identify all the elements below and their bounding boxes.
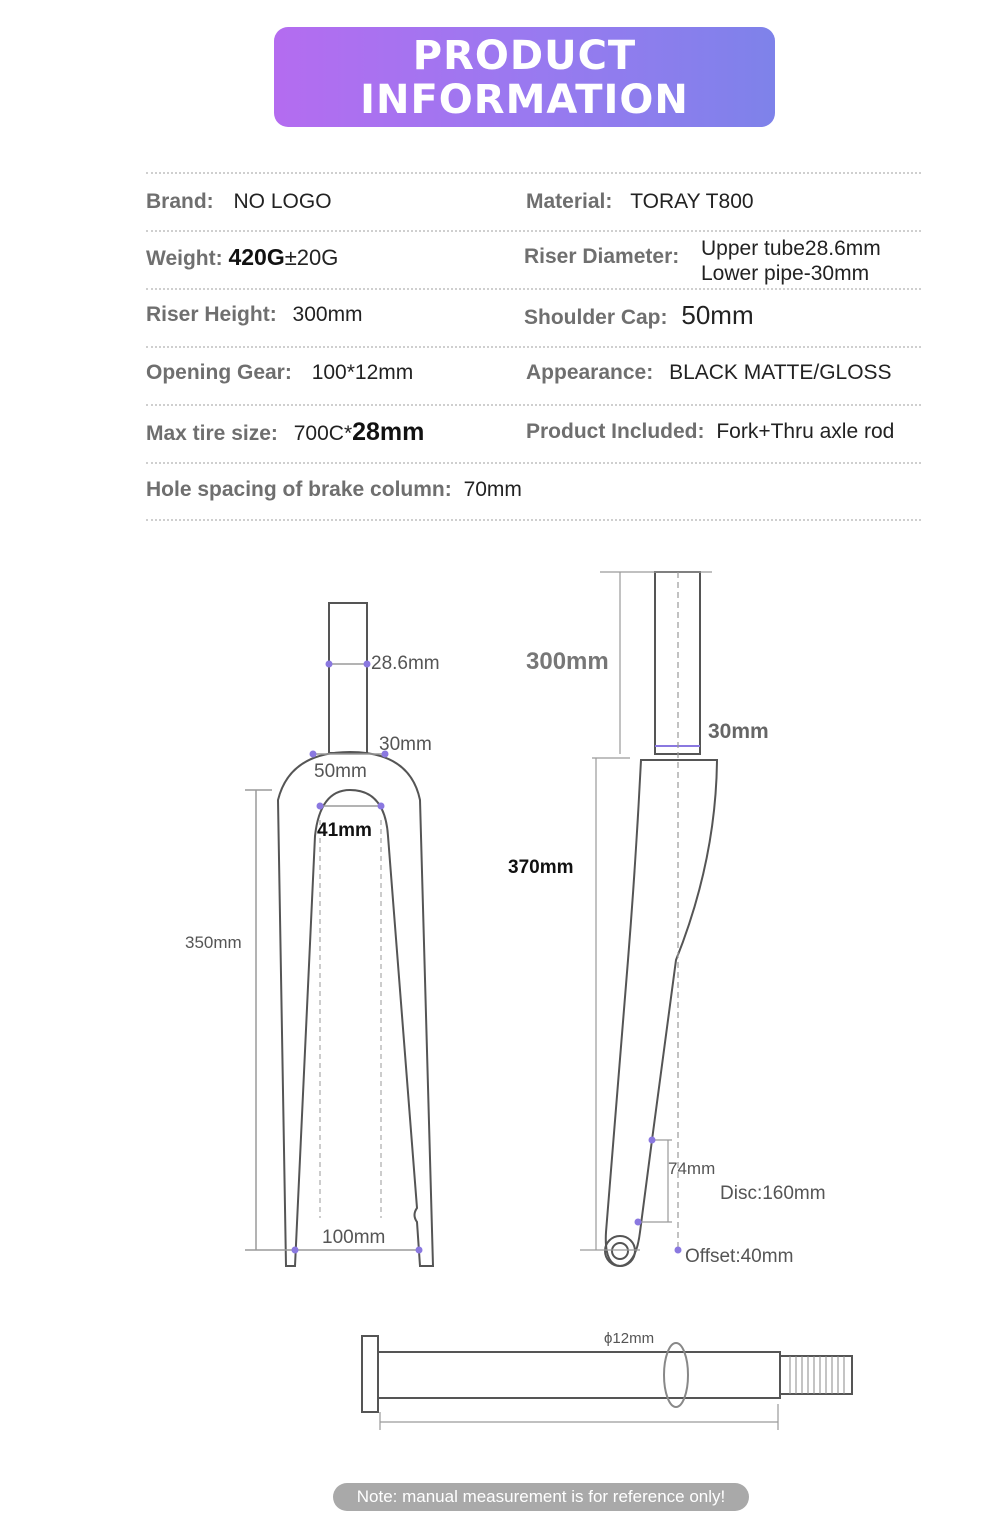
spec-label: Max tire size: xyxy=(146,422,278,445)
side-offset-label: Offset:40mm xyxy=(685,1246,794,1267)
axle-diameter-label: ϕ12mm xyxy=(604,1330,655,1347)
spec-value: 50mm xyxy=(681,300,754,330)
spec-value: 300mm xyxy=(292,303,363,326)
dim-point xyxy=(364,661,371,668)
axle-dropout-outer xyxy=(605,1236,635,1266)
spec-value: BLACK MATTE/GLOSS xyxy=(669,361,892,384)
spec-divider xyxy=(146,404,921,406)
spec-value: 100*12mm xyxy=(311,361,414,384)
dim-point xyxy=(292,1247,299,1254)
side-steerer-diameter-label: 30mm xyxy=(708,720,769,743)
spec-label: Brand: xyxy=(146,190,214,213)
side-disc-label: Disc:160mm xyxy=(720,1183,826,1204)
spec-value-prefix: 700C* xyxy=(293,422,353,445)
spec-label: Hole spacing of brake column: xyxy=(146,478,452,501)
banner-title-line1: PRODUCT xyxy=(412,33,637,79)
spec-value: Fork+Thru axle rod xyxy=(716,420,895,443)
front-steerer-tube xyxy=(329,603,367,753)
spec-divider xyxy=(146,519,921,521)
spec-label: Appearance: xyxy=(526,361,654,384)
spec-value: 28mm xyxy=(352,418,425,446)
spec-weight xyxy=(146,244,338,272)
banner-title-line2: INFORMATION xyxy=(360,77,689,123)
spec-riser-diameter xyxy=(524,244,679,270)
spec-max-tire xyxy=(146,419,424,447)
spec-appearance xyxy=(526,360,892,386)
measurement-note: Note: manual measurement is for reference only! xyxy=(333,1483,749,1511)
spec-label: Riser Height: xyxy=(146,303,277,326)
riser-diameter-values xyxy=(701,236,881,286)
side-fork-outline xyxy=(606,760,717,1266)
dim-point xyxy=(675,1247,682,1254)
axle-shaft xyxy=(378,1352,780,1398)
spec-value: Lower pipe-30mm xyxy=(701,262,870,285)
spec-product-included xyxy=(526,419,894,445)
dim-point xyxy=(416,1247,423,1254)
spec-label: Opening Gear: xyxy=(146,361,292,384)
side-fork-length-label: 370mm xyxy=(508,857,574,878)
spec-divider xyxy=(146,172,921,174)
spec-label: Weight: xyxy=(146,247,223,270)
dim-point xyxy=(310,751,317,758)
front-arch-width-label: 41mm xyxy=(317,820,372,841)
front-steerer-lower-label: 30mm xyxy=(379,734,432,755)
side-steerer-height-label: 300mm xyxy=(526,648,609,675)
dim-point xyxy=(317,803,324,810)
spec-divider xyxy=(146,288,921,290)
front-dropout-label: 100mm xyxy=(322,1227,386,1248)
spec-value: 70mm xyxy=(463,478,522,501)
dim-point xyxy=(649,1137,656,1144)
spec-riser-height xyxy=(146,302,363,328)
dim-point xyxy=(326,661,333,668)
spec-shoulder-cap xyxy=(524,302,754,331)
axle-thread xyxy=(780,1356,852,1394)
spec-label: Product Included: xyxy=(526,420,705,443)
front-height-label: 350mm xyxy=(185,933,242,952)
spec-label: Riser Diameter: xyxy=(524,245,680,268)
side-caliper-spacing-label: 74mm xyxy=(668,1159,716,1178)
spec-divider xyxy=(146,462,921,464)
spec-opening-gear xyxy=(146,360,413,386)
spec-divider xyxy=(146,346,921,348)
product-information-banner xyxy=(274,27,775,127)
spec-value: NO LOGO xyxy=(233,190,332,213)
spec-label: Shoulder Cap: xyxy=(524,306,668,329)
spec-hole-spacing xyxy=(146,477,522,503)
spec-divider xyxy=(146,230,921,232)
spec-value: 420G xyxy=(228,244,285,270)
front-steerer-upper-label: 28.6mm xyxy=(371,653,440,674)
axle-head xyxy=(362,1336,378,1412)
dim-point xyxy=(378,803,385,810)
front-crown-width-label: 50mm xyxy=(314,761,367,782)
spec-label: Material: xyxy=(526,190,613,213)
spec-material xyxy=(526,189,754,215)
spec-tolerance: ±20G xyxy=(284,245,339,270)
axle-dropout-inner xyxy=(612,1243,628,1259)
spec-brand xyxy=(146,189,332,215)
fork-technical-drawing xyxy=(0,540,1000,1480)
spec-value: Upper tube28.6mm xyxy=(701,237,881,260)
dim-point xyxy=(635,1219,642,1226)
spec-value: TORAY T800 xyxy=(630,190,754,213)
